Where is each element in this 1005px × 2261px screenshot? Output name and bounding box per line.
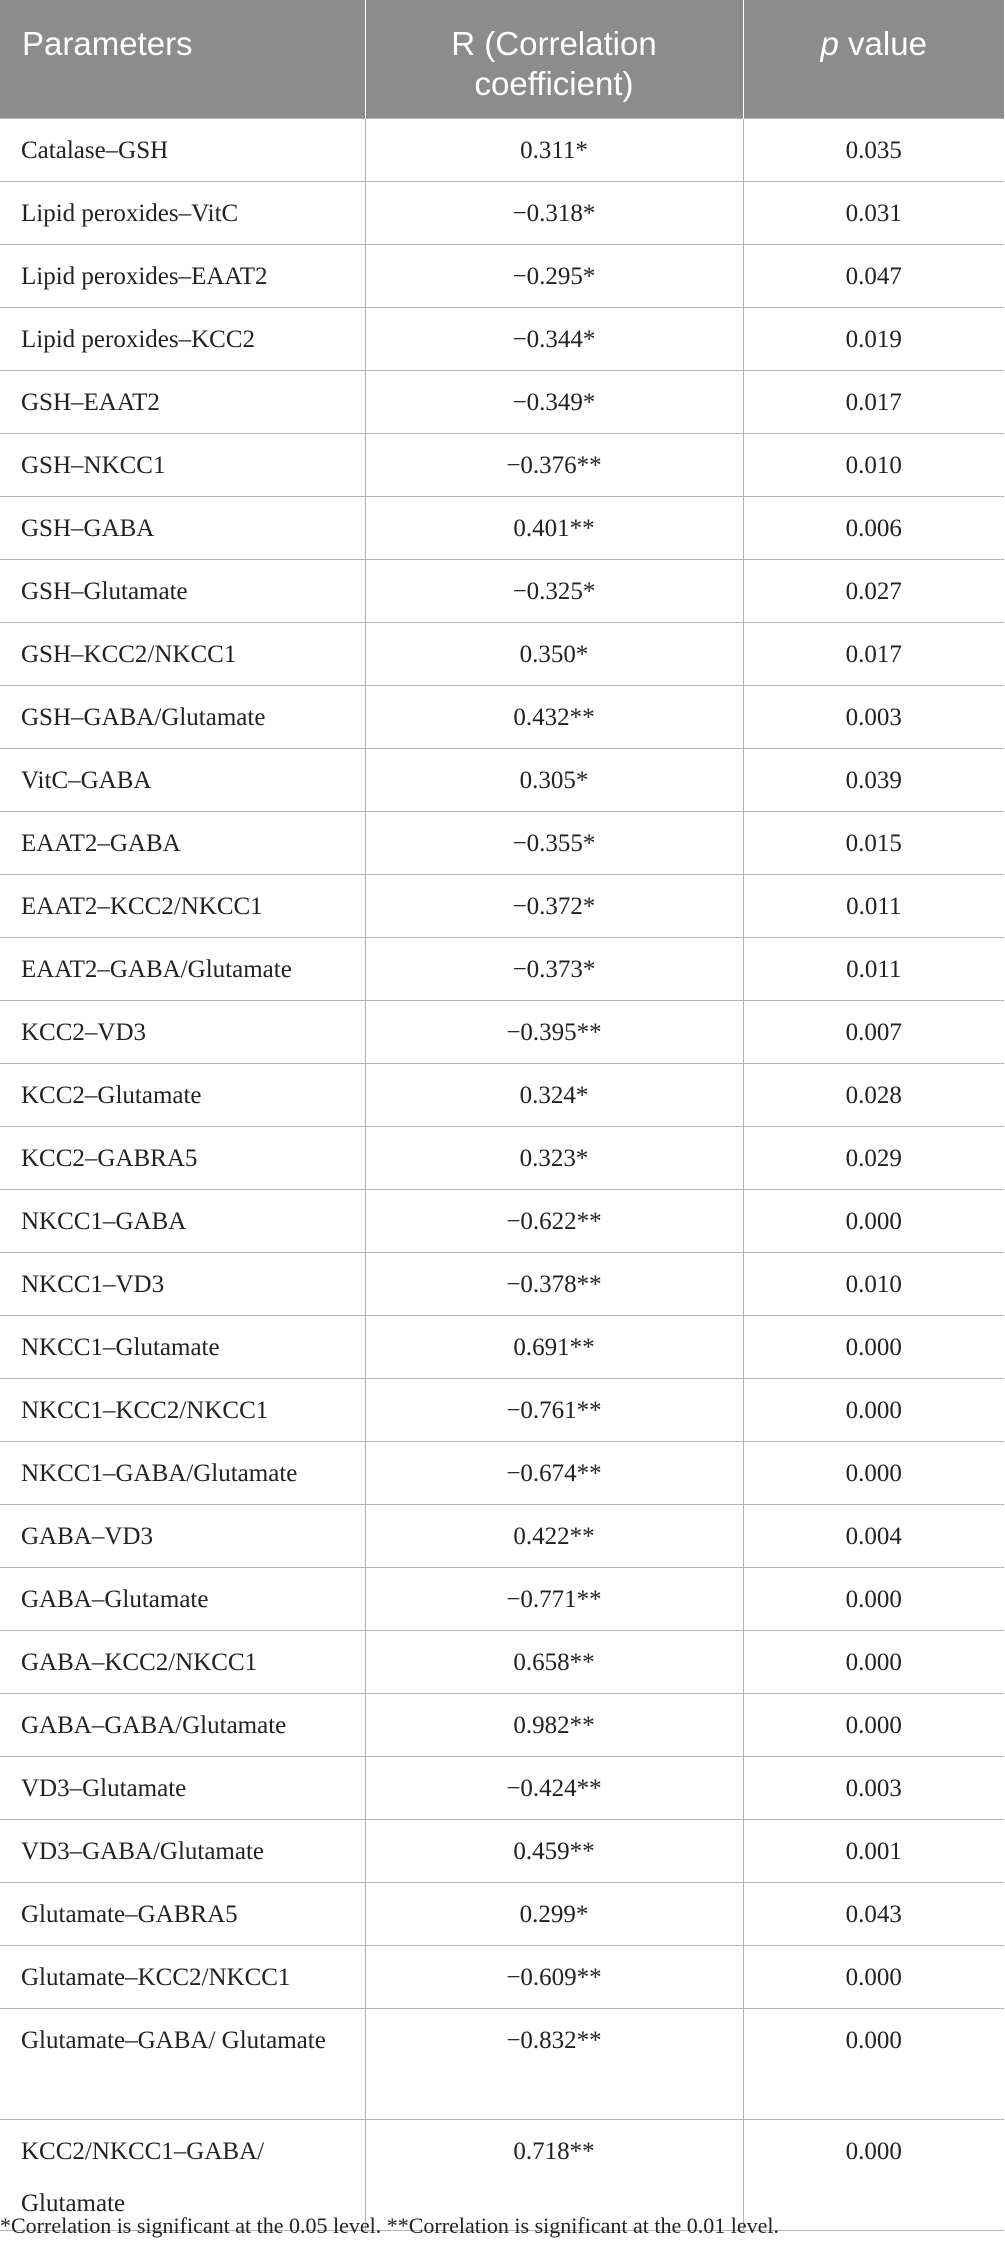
cell-correlation: 0.401**	[365, 497, 743, 560]
cell-correlation: −0.295*	[365, 245, 743, 308]
cell-parameters: Lipid peroxides–EAAT2	[0, 245, 365, 308]
cell-correlation: −0.325*	[365, 560, 743, 623]
cell-correlation: 0.305*	[365, 749, 743, 812]
cell-p-value: 0.001	[743, 1820, 1004, 1883]
cell-parameters: GSH–EAAT2	[0, 371, 365, 434]
table-row	[0, 245, 1004, 308]
table-row	[0, 938, 1004, 1001]
cell-parameters: GSH–GABA/Glutamate	[0, 686, 365, 749]
cell-p-value: 0.000	[743, 1568, 1004, 1631]
cell-parameters: VD3–GABA/Glutamate	[0, 1820, 365, 1883]
cell-parameters: Catalase–GSH	[0, 119, 365, 182]
cell-correlation: 0.324*	[365, 1064, 743, 1127]
cell-correlation: −0.395**	[365, 1001, 743, 1064]
cell-correlation: 0.459**	[365, 1820, 743, 1883]
cell-p-value: 0.035	[743, 119, 1004, 182]
cell-parameters: KCC2–GABRA5	[0, 1127, 365, 1190]
table-row	[0, 1631, 1004, 1694]
cell-correlation: 0.432**	[365, 686, 743, 749]
cell-p-value: 0.000	[743, 1631, 1004, 1694]
cell-p-value: 0.027	[743, 560, 1004, 623]
cell-correlation: −0.355*	[365, 812, 743, 875]
table-row	[0, 434, 1004, 497]
cell-p-value: 0.003	[743, 1757, 1004, 1820]
cell-p-value: 0.007	[743, 1001, 1004, 1064]
header-p-value	[743, 0, 1004, 119]
table-row	[0, 1316, 1004, 1379]
cell-p-value: 0.000	[743, 1946, 1004, 2009]
cell-p-value: 0.029	[743, 1127, 1004, 1190]
cell-p-value: 0.010	[743, 434, 1004, 497]
table-row	[0, 812, 1004, 875]
cell-parameters: Glutamate–GABA/ Glutamate	[0, 2009, 365, 2120]
cell-correlation: 0.350*	[365, 623, 743, 686]
cell-correlation: −0.832**	[365, 2009, 743, 2120]
cell-correlation: 0.691**	[365, 1316, 743, 1379]
table-row	[0, 1001, 1004, 1064]
cell-parameters: EAAT2–GABA	[0, 812, 365, 875]
cell-parameters: Glutamate–KCC2/NKCC1	[0, 1946, 365, 2009]
cell-parameters: NKCC1–GABA/Glutamate	[0, 1442, 365, 1505]
cell-parameters: NKCC1–Glutamate	[0, 1316, 365, 1379]
table-row	[0, 2009, 1004, 2120]
cell-parameters: NKCC1–VD3	[0, 1253, 365, 1316]
table-row	[0, 308, 1004, 371]
cell-p-value: 0.000	[743, 1379, 1004, 1442]
table-row	[0, 1883, 1004, 1946]
cell-p-value: 0.000	[743, 2009, 1004, 2120]
table-row	[0, 1190, 1004, 1253]
table-row	[0, 623, 1004, 686]
table-row	[0, 1757, 1004, 1820]
cell-p-value: 0.000	[743, 1442, 1004, 1505]
table-row	[0, 560, 1004, 623]
cell-correlation: 0.311*	[365, 119, 743, 182]
cell-parameters: Lipid peroxides–KCC2	[0, 308, 365, 371]
cell-p-value: 0.011	[743, 938, 1004, 1001]
p-value-label: value	[838, 25, 927, 62]
cell-correlation: −0.674**	[365, 1442, 743, 1505]
table-row	[0, 1820, 1004, 1883]
cell-correlation: −0.771**	[365, 1568, 743, 1631]
table-row	[0, 371, 1004, 434]
cell-correlation: −0.373*	[365, 938, 743, 1001]
cell-parameters: GSH–KCC2/NKCC1	[0, 623, 365, 686]
table-row	[0, 1379, 1004, 1442]
cell-parameters: KCC2/NKCC1–GABA/ Glutamate	[0, 2120, 365, 2231]
table-row	[0, 749, 1004, 812]
table-row	[0, 1946, 1004, 2009]
cell-parameters: NKCC1–KCC2/NKCC1	[0, 1379, 365, 1442]
cell-p-value: 0.043	[743, 1883, 1004, 1946]
table-row	[0, 875, 1004, 938]
cell-parameters: GABA–GABA/Glutamate	[0, 1694, 365, 1757]
table-row	[0, 119, 1004, 182]
cell-correlation: −0.622**	[365, 1190, 743, 1253]
cell-parameters: KCC2–VD3	[0, 1001, 365, 1064]
cell-correlation: −0.349*	[365, 371, 743, 434]
cell-p-value: 0.015	[743, 812, 1004, 875]
cell-parameters: KCC2–Glutamate	[0, 1064, 365, 1127]
cell-correlation: 0.323*	[365, 1127, 743, 1190]
cell-parameters: GSH–Glutamate	[0, 560, 365, 623]
table-footnote: *Correlation is significant at the 0.05 level. **Correlation is significant at the 0.01 level.	[0, 2213, 779, 2238]
cell-correlation: −0.761**	[365, 1379, 743, 1442]
cell-p-value: 0.000	[743, 1694, 1004, 1757]
cell-p-value: 0.011	[743, 875, 1004, 938]
cell-parameters: Glutamate–GABRA5	[0, 1883, 365, 1946]
cell-correlation: 0.422**	[365, 1505, 743, 1568]
cell-p-value: 0.000	[743, 1316, 1004, 1379]
cell-correlation: −0.376**	[365, 434, 743, 497]
cell-correlation: 0.658**	[365, 1631, 743, 1694]
cell-correlation: −0.424**	[365, 1757, 743, 1820]
table-row	[0, 497, 1004, 560]
table-row	[0, 1505, 1004, 1568]
header-row	[0, 0, 1004, 119]
cell-p-value: 0.019	[743, 308, 1004, 371]
cell-parameters: GSH–GABA	[0, 497, 365, 560]
cell-correlation: −0.344*	[365, 308, 743, 371]
cell-correlation: −0.378**	[365, 1253, 743, 1316]
cell-p-value: 0.004	[743, 1505, 1004, 1568]
cell-p-value: 0.003	[743, 686, 1004, 749]
cell-p-value: 0.000	[743, 2120, 1004, 2231]
cell-p-value: 0.010	[743, 1253, 1004, 1316]
cell-correlation: −0.372*	[365, 875, 743, 938]
cell-correlation: 0.982**	[365, 1694, 743, 1757]
cell-parameters: GABA–KCC2/NKCC1	[0, 1631, 365, 1694]
cell-p-value: 0.039	[743, 749, 1004, 812]
table-row	[0, 1127, 1004, 1190]
cell-parameters: GABA–Glutamate	[0, 1568, 365, 1631]
cell-parameters: NKCC1–GABA	[0, 1190, 365, 1253]
cell-p-value: 0.006	[743, 497, 1004, 560]
cell-correlation: 0.299*	[365, 1883, 743, 1946]
table-row	[0, 1694, 1004, 1757]
cell-parameters: Lipid peroxides–VitC	[0, 182, 365, 245]
cell-parameters: EAAT2–KCC2/NKCC1	[0, 875, 365, 938]
cell-p-value: 0.047	[743, 245, 1004, 308]
header-parameters: Parameters	[0, 0, 365, 119]
table-row	[0, 686, 1004, 749]
table-row	[0, 1064, 1004, 1127]
table-row	[0, 182, 1004, 245]
cell-p-value: 0.028	[743, 1064, 1004, 1127]
cell-parameters: GSH–NKCC1	[0, 434, 365, 497]
cell-p-value: 0.031	[743, 182, 1004, 245]
cell-correlation: −0.609**	[365, 1946, 743, 2009]
cell-p-value: 0.000	[743, 1190, 1004, 1253]
cell-parameters: VD3–Glutamate	[0, 1757, 365, 1820]
header-correlation: R (Correlation coefficient)	[365, 0, 743, 119]
cell-p-value: 0.017	[743, 371, 1004, 434]
table-row	[0, 1442, 1004, 1505]
cell-parameters: EAAT2–GABA/Glutamate	[0, 938, 365, 1001]
cell-parameters: GABA–VD3	[0, 1505, 365, 1568]
cell-correlation: −0.318*	[365, 182, 743, 245]
cell-correlation: 0.718**	[365, 2120, 743, 2231]
table-row	[0, 1253, 1004, 1316]
cell-parameters: VitC–GABA	[0, 749, 365, 812]
cell-p-value: 0.017	[743, 623, 1004, 686]
p-italic: p	[820, 25, 839, 62]
table-row	[0, 1568, 1004, 1631]
